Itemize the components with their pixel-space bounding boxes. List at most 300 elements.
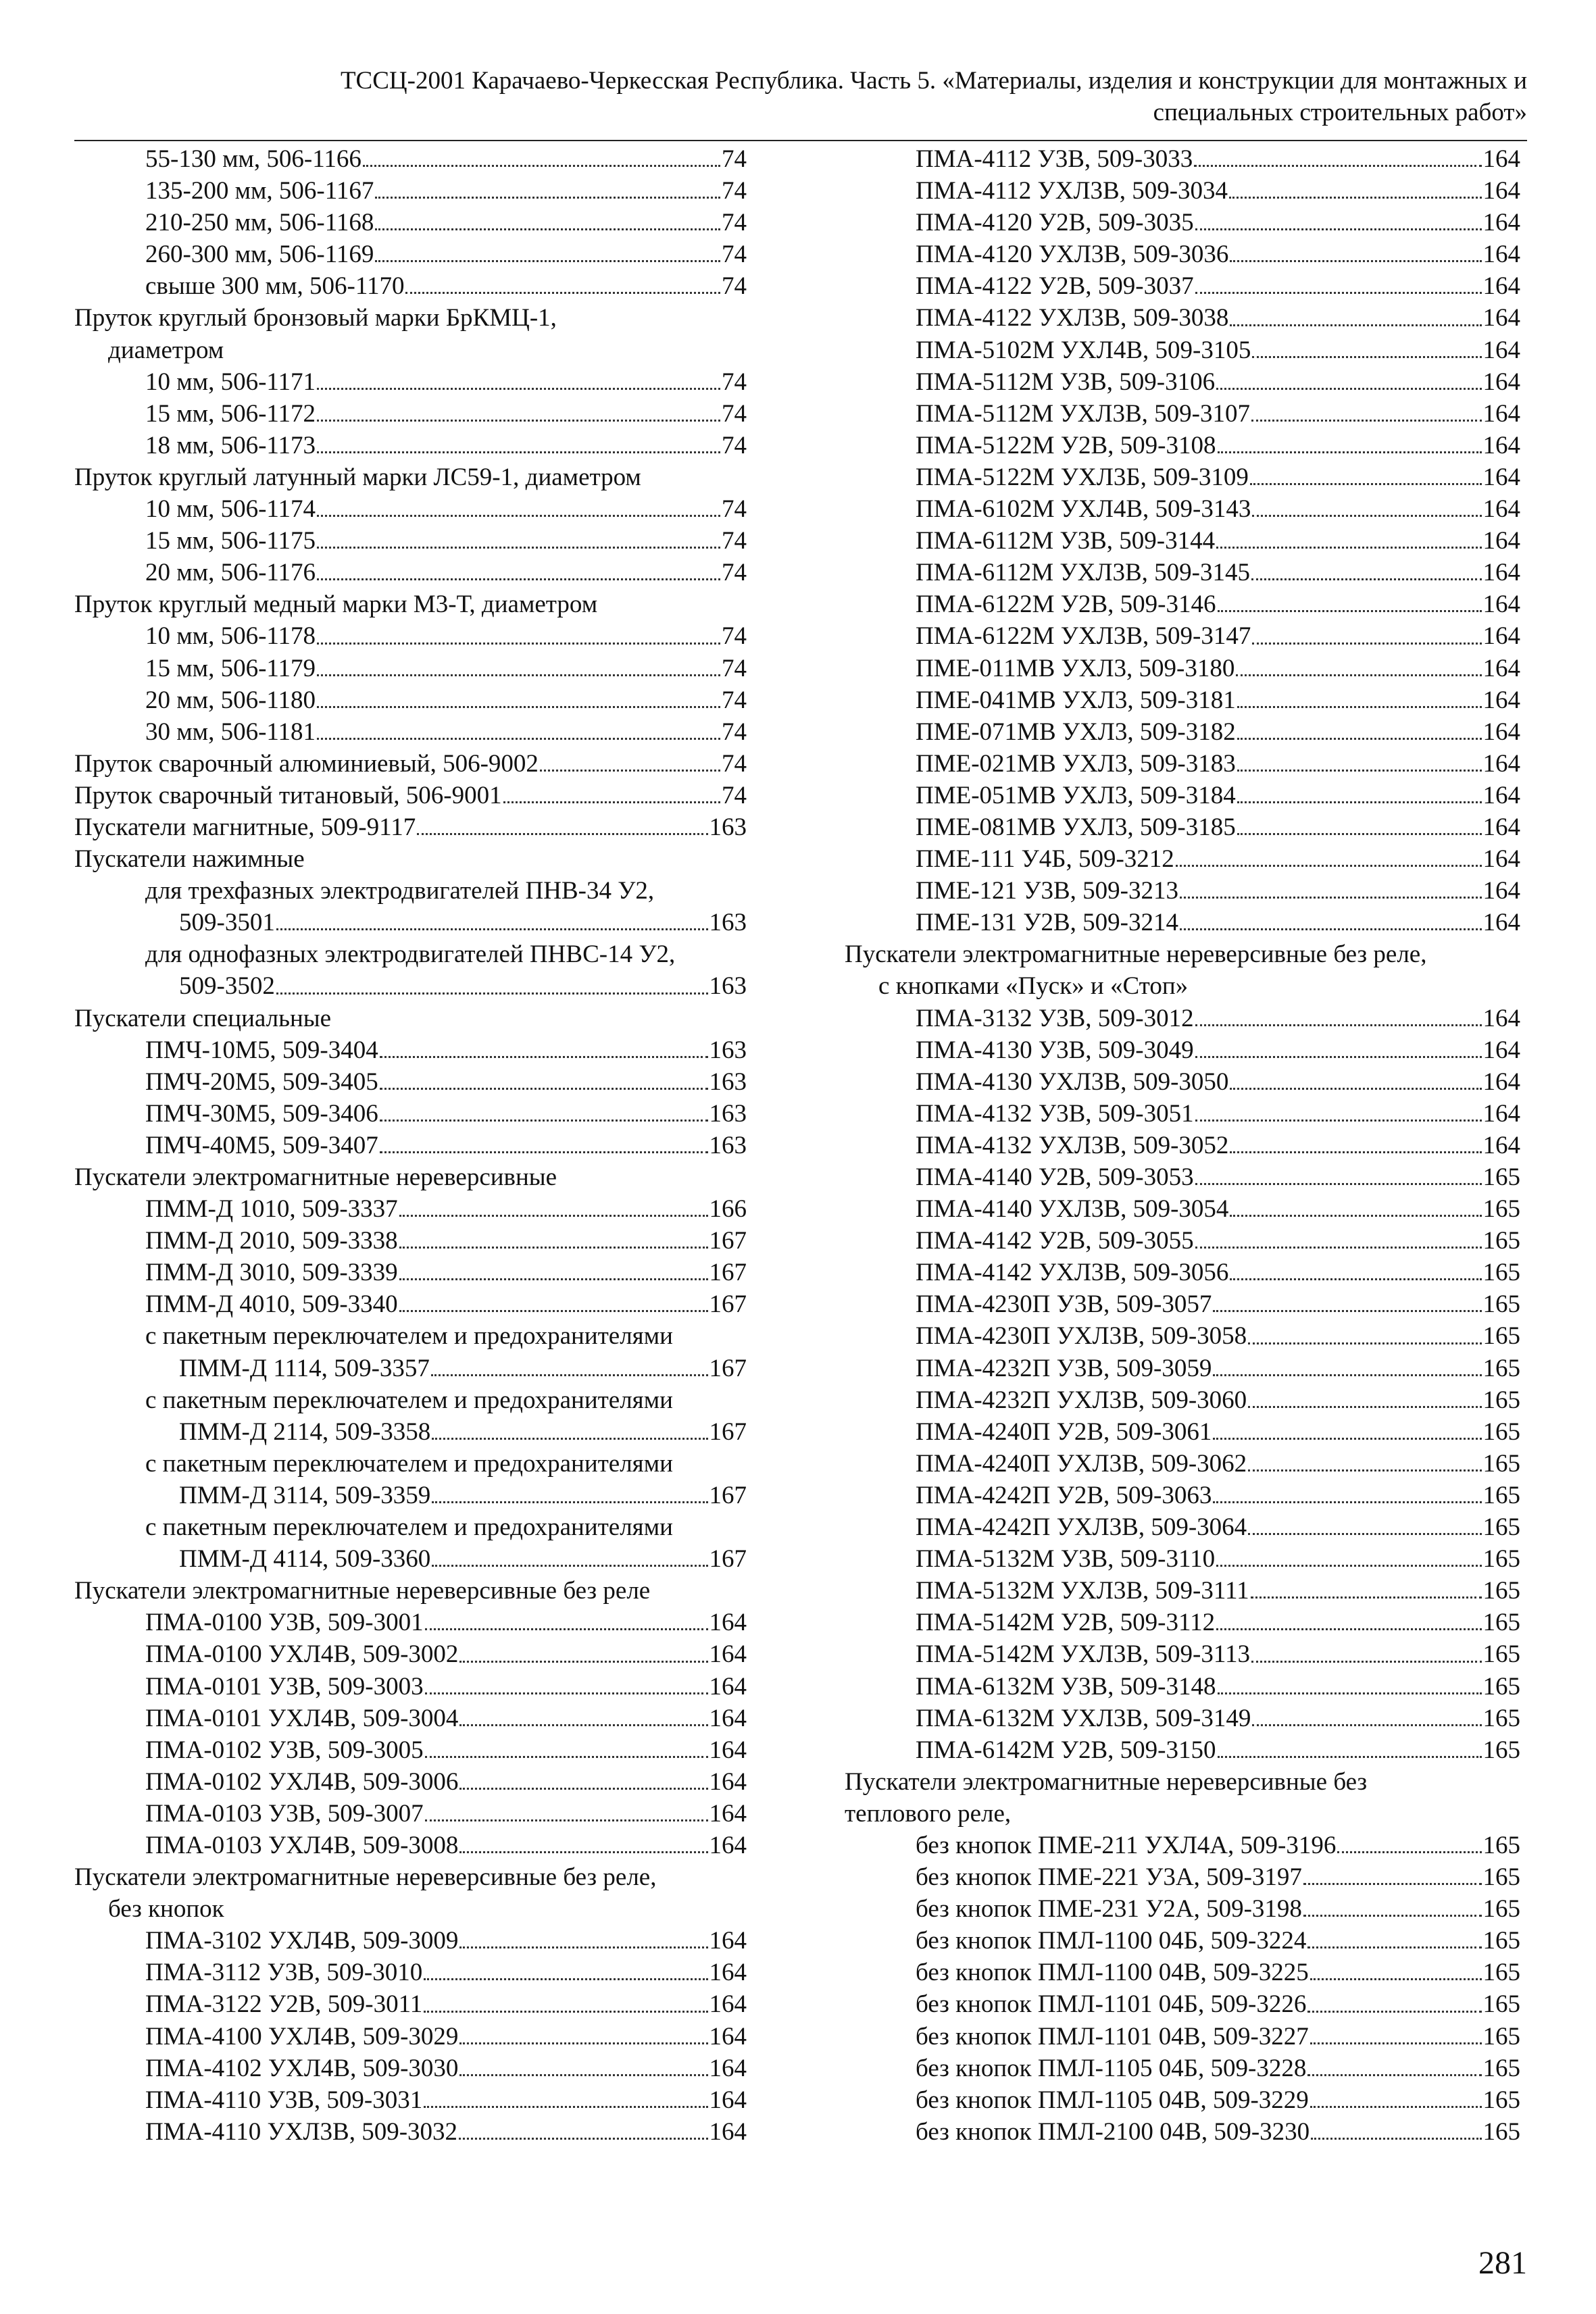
index-entry-text: ПМА-0101 У3В, 509-3003 (145, 1672, 424, 1701)
index-entry-text: Пруток сварочный алюминиевый, 506-9002 (74, 749, 539, 778)
index-entry-text: без кнопок (108, 1895, 224, 1923)
dot-leader (1213, 1469, 1481, 1503)
dot-leader (425, 1788, 708, 1821)
dot-leader (1218, 1661, 1482, 1694)
index-entry (845, 907, 1520, 938)
index-entry-page: 165 (1482, 1704, 1520, 1732)
index-entry-text: без кнопок ПМЕ-211 УХЛ4А, 509-3196 (916, 1831, 1337, 1859)
index-entry (74, 2116, 747, 2148)
index-entry-text: ПМА-4130 УХЛ3В, 509-3050 (916, 1067, 1229, 1096)
index-entry-page: 164 (709, 1831, 747, 1859)
index-entry-page: 165 (1482, 1640, 1520, 1669)
index-entry-page: 165 (1482, 1736, 1520, 1764)
index-entry-page: 74 (722, 368, 747, 396)
index-entry-page: 163 (709, 1131, 747, 1159)
dot-leader (1218, 1724, 1482, 1758)
dot-leader (380, 1056, 708, 1090)
index-entry-page: 164 (1482, 622, 1520, 651)
index-entry-page: 163 (709, 909, 747, 937)
index-entry-text: без кнопок ПМЕ-231 У2А, 509-3198 (916, 1895, 1302, 1923)
index-entry-text: ПМА-3122 У2В, 509-3011 (145, 1990, 423, 2019)
index-entry-page: 74 (722, 527, 747, 555)
running-header-line-1: ТССЦ-2001 Карачаево-Черкесская Республика. Часть 5. «Материалы, изделия и конструкции для монтажных и (340, 67, 1527, 95)
index-entry-text: Пруток круглый бронзовый марки БрКМЦ-1, (74, 304, 557, 332)
index-entry-text: ПМА-5142М У2В, 509-3112 (916, 1609, 1216, 1637)
index-entry-text: 55-130 мм, 506-1166 (145, 145, 361, 173)
index-entry-text: ПМА-4140 У2В, 509-3053 (916, 1163, 1194, 1191)
index-entry-text: ПМА-5142М УХЛ3В, 509-3113 (916, 1640, 1250, 1669)
index-entry-page: 165 (1482, 1481, 1520, 1509)
dot-leader (459, 2106, 707, 2140)
index-entry-page: 74 (722, 495, 747, 524)
index-entry-text: ПМА-0102 УХЛ4В, 509-3006 (145, 1767, 459, 1796)
index-entry-page: 164 (1482, 272, 1520, 301)
index-entry-page: 164 (1482, 209, 1520, 237)
index-entry-page: 164 (1482, 686, 1520, 714)
index-entry-page: 165 (1482, 1513, 1520, 1542)
dot-leader (1180, 897, 1482, 930)
dot-leader (459, 1629, 707, 1663)
index-entry-page: 74 (722, 686, 747, 714)
index-entry (74, 1416, 747, 1448)
index-entry-text: с пакетным переключателем и предохранителями (145, 1513, 673, 1542)
dot-leader (431, 1342, 708, 1376)
index-entry-page: 164 (1482, 145, 1520, 173)
index-entry-text: ПМА-5132М УХЛ3В, 509-3111 (916, 1577, 1249, 1605)
index-entry-page: 165 (1482, 1449, 1520, 1478)
index-entry-text: ПММ-Д 4010, 509-3340 (145, 1290, 398, 1319)
index-entry-text: ПМА-5122М У2В, 509-3108 (916, 431, 1216, 459)
dot-leader (1248, 1501, 1481, 1535)
index-entry-text: ПМЧ-20М5, 509-3405 (145, 1067, 378, 1096)
dot-leader (424, 1979, 707, 2013)
index-entry-text: ПММ-Д 1010, 509-3337 (145, 1195, 398, 1224)
index-entry-page: 164 (709, 2086, 747, 2114)
index-entry-page: 74 (722, 431, 747, 459)
index-entry-text: ПМЕ-121 У3В, 509-3213 (916, 877, 1178, 905)
index-entry-page: 164 (709, 2054, 747, 2082)
index-entry-text: ПМА-6132М У3В, 509-3148 (916, 1672, 1216, 1701)
index-entry-page: 164 (709, 2117, 747, 2146)
index-entry-page: 165 (1482, 1227, 1520, 1255)
index-entry-text: для трехфазных электродвигателей ПНВ-34 У2, (145, 877, 655, 905)
index-entry-page: 164 (1482, 813, 1520, 841)
index-entry-text: ПМА-4142 УХЛ3В, 509-3056 (916, 1259, 1229, 1287)
dot-leader (1195, 1151, 1482, 1185)
index-entry-text: Пруток круглый медный марки М3-Т, диаметром (74, 590, 598, 619)
dot-leader (276, 897, 708, 930)
index-entry-page: 164 (1482, 845, 1520, 874)
index-entry-page: 164 (1482, 495, 1520, 524)
index-entry-text: 135-200 мм, 506-1167 (145, 177, 374, 205)
index-entry-page: 164 (1482, 1131, 1520, 1159)
page-number: 281 (1478, 2245, 1527, 2281)
index-entry-page: 165 (1482, 1990, 1520, 2019)
index-entry-text: без кнопок ПМЕ-221 У3А, 509-3197 (916, 1863, 1302, 1892)
index-entry-text: с пакетным переключателем и предохранителями (145, 1449, 673, 1478)
index-entry-text: ПМА-4110 У3В, 509-3031 (145, 2086, 423, 2114)
dot-leader (317, 420, 720, 453)
index-entry (74, 1543, 747, 1575)
dot-leader (1251, 1565, 1482, 1599)
index-entry-page: 165 (1482, 1545, 1520, 1574)
dot-leader (1213, 1342, 1481, 1376)
dot-leader (1251, 388, 1482, 422)
index-entry-page: 165 (1482, 2117, 1520, 2146)
index-entry-text: ПМА-5132М У3В, 509-3110 (916, 1545, 1216, 1574)
index-entry-page: 164 (1482, 654, 1520, 682)
dot-leader (1218, 578, 1482, 612)
index-entry-text: 10 мм, 506-1178 (145, 622, 316, 651)
index-entry-page: 164 (1482, 1036, 1520, 1064)
dot-leader (399, 1247, 708, 1280)
dot-leader (459, 2011, 707, 2044)
dot-leader (417, 801, 707, 835)
index-entry-page: 165 (1482, 2022, 1520, 2051)
index-entry-page: 74 (722, 559, 747, 587)
index-entry-text: ПМЕ-111 У4Б, 509-3212 (916, 845, 1174, 874)
index-entry-page: 164 (709, 1959, 747, 1987)
dot-leader (1176, 833, 1482, 867)
index-entry-text: ПМЕ-021МВ УХЛ3, 509-3183 (916, 749, 1236, 778)
index-entry (74, 970, 747, 1002)
index-entry-text: ПМА-5112М У3В, 509-3106 (916, 368, 1216, 396)
index-entry-page: 164 (709, 1736, 747, 1764)
dot-leader (380, 1024, 708, 1058)
index-heading (845, 1766, 1520, 1798)
index-entry-page: 163 (709, 1036, 747, 1064)
index-entry-text: ПМЕ-131 У2В, 509-3214 (916, 909, 1178, 937)
dot-leader (425, 1661, 708, 1694)
dot-leader (1310, 1946, 1482, 1980)
index-entry-text: ПМА-4242П У2В, 509-3063 (916, 1481, 1212, 1509)
dot-leader (459, 1915, 707, 1948)
index-entry-page: 164 (1482, 177, 1520, 205)
running-header-line-2: специальных строительных работ» (1153, 99, 1527, 126)
dot-leader (1310, 2011, 1482, 2044)
dot-leader (1307, 1915, 1481, 1948)
dot-leader (1213, 1406, 1481, 1440)
index-entry-page: 163 (709, 813, 747, 841)
index-entry-text: ПММ-Д 1114, 509-3357 (179, 1354, 430, 1382)
dot-leader (1237, 801, 1482, 835)
index-entry-text: ПМА-4122 УХЛ3В, 509-3038 (916, 304, 1229, 332)
index-entry-text: Пускатели электромагнитные нереверсивные без реле (74, 1577, 651, 1605)
index-entry-page: 164 (1482, 336, 1520, 364)
index-entry-page: 165 (1482, 1290, 1520, 1319)
index-entry-text: ПМА-6122М УХЛ3В, 509-3147 (916, 622, 1251, 651)
index-entry-text: без кнопок ПМЛ-1101 04Б, 509-3226 (916, 1990, 1307, 2019)
index-entry-text: с пакетным переключателем и предохранителями (145, 1322, 673, 1351)
dot-leader (1307, 2042, 1481, 2076)
index-entry-page: 74 (722, 749, 747, 778)
dot-leader (375, 165, 720, 199)
dot-leader (459, 2042, 707, 2076)
index-entry-text: 15 мм, 506-1172 (145, 399, 316, 428)
dot-leader (432, 1406, 707, 1440)
dot-leader (1229, 165, 1481, 199)
index-entry-text: ПММ-Д 2114, 509-3358 (179, 1417, 431, 1446)
index-entry-page: 164 (1482, 431, 1520, 459)
index-entry-page: 164 (1482, 909, 1520, 937)
index-entry-page: 164 (709, 1609, 747, 1637)
index-entry-page: 165 (1482, 1259, 1520, 1287)
dot-leader (380, 1120, 708, 1153)
dot-leader (1248, 1374, 1481, 1408)
index-entry-page: 164 (1482, 527, 1520, 555)
index-entry-page: 167 (709, 1354, 747, 1382)
running-header (74, 65, 1527, 128)
index-entry-text: Пускатели нажимные (74, 845, 305, 874)
dot-leader (1252, 324, 1481, 358)
index-entry-text: без кнопок ПМЛ-1105 04В, 509-3229 (916, 2086, 1309, 2114)
index-entry-page: 165 (1482, 1417, 1520, 1446)
index-entry-page: 74 (722, 272, 747, 301)
index-entry-text: 10 мм, 506-1171 (145, 368, 316, 396)
index-entry-text: ПМА-5122М УХЛ3Б, 509-3109 (916, 463, 1249, 491)
index-heading (74, 1861, 747, 1893)
index-entry-text: Пускатели электромагнитные нереверсивные без реле, (845, 940, 1427, 969)
dot-leader (363, 133, 720, 167)
index-entry-page: 164 (1482, 781, 1520, 809)
index-entry-page: 165 (1482, 1672, 1520, 1701)
index-heading (845, 938, 1520, 970)
index-entry-text: ПМЕ-011МВ УХЛ3, 509-3180 (916, 654, 1235, 682)
dot-leader (1252, 611, 1481, 645)
dot-leader (1251, 547, 1482, 580)
index-entry-text: для однофазных электродвигателей ПНВС-14 У2, (145, 940, 676, 969)
dot-leader (1237, 706, 1482, 740)
dot-leader (1303, 1883, 1482, 1917)
index-entry-page: 74 (722, 241, 747, 269)
index-entry-page: 164 (1482, 877, 1520, 905)
dot-leader (1248, 1311, 1481, 1344)
index-entry (74, 1353, 747, 1384)
dot-leader (317, 611, 720, 645)
dot-leader (1195, 1215, 1482, 1249)
dot-leader (1237, 738, 1482, 772)
index-entry-page: 164 (1482, 1067, 1520, 1096)
index-entry-text: без кнопок ПМЛ-1100 04Б, 509-3224 (916, 1927, 1307, 1955)
dot-leader (399, 1278, 708, 1312)
index-entry-text: ПМА-4132 УХЛ3В, 509-3052 (916, 1131, 1229, 1159)
index-entry-text: ПМА-4242П УХЛ3В, 509-3064 (916, 1513, 1247, 1542)
index-entry-page: 165 (1482, 1163, 1520, 1191)
dot-leader (375, 197, 720, 230)
dot-leader (317, 483, 720, 517)
dot-leader (1216, 1596, 1481, 1630)
index-entry-page: 165 (1482, 1895, 1520, 1923)
index-entry (845, 2116, 1520, 2148)
dot-leader (1180, 865, 1482, 899)
index-entry-page: 165 (1482, 1609, 1520, 1637)
index-entry-page: 163 (709, 972, 747, 1001)
index-entry-page: 164 (1482, 368, 1520, 396)
dot-leader (1310, 2074, 1482, 2108)
index-entry-text: ПМА-4230П У3В, 509-3057 (916, 1290, 1212, 1319)
index-entry-page: 167 (709, 1545, 747, 1574)
dot-leader (1230, 1247, 1481, 1280)
dot-leader (1230, 293, 1481, 326)
index-entry-page: 164 (1482, 718, 1520, 746)
index-entry-text: 20 мм, 506-1176 (145, 559, 316, 587)
index-entry-text: ПМА-3132 У3В, 509-3012 (916, 1004, 1194, 1032)
index-entry-page: 74 (722, 209, 747, 237)
index-entry-text: ПММ-Д 3010, 509-3339 (145, 1259, 398, 1287)
index-entry-text: 260-300 мм, 506-1169 (145, 241, 374, 269)
index-entry-page: 167 (709, 1259, 747, 1287)
index-entry-page: 165 (1482, 1195, 1520, 1224)
dot-leader (317, 356, 720, 390)
index-entry-page: 74 (722, 622, 747, 651)
index-entry-text: 509-3501 (179, 909, 275, 937)
index-entry-text: без кнопок ПМЛ-1105 04Б, 509-3228 (916, 2054, 1307, 2082)
index-entry-text: 18 мм, 506-1173 (145, 431, 316, 459)
index-entry-page: 74 (722, 781, 747, 809)
index-entry-page: 164 (709, 1767, 747, 1796)
dot-leader (317, 674, 720, 708)
index-entry-text: ПМА-4120 УХЛ3В, 509-3036 (916, 241, 1229, 269)
index-entry-text: 30 мм, 506-1181 (145, 718, 316, 746)
index-entry-page: 167 (709, 1417, 747, 1446)
index-entry-text: ПМА-0100 У3В, 509-3001 (145, 1609, 424, 1637)
index-entry-text: ПМА-4112 У3В, 509-3033 (916, 145, 1193, 173)
dot-leader (1195, 197, 1482, 230)
dot-leader (317, 515, 720, 549)
dot-leader (1237, 674, 1482, 708)
index-entry (74, 430, 747, 461)
index-entry-text: без кнопок ПМЛ-2100 04В, 509-3230 (916, 2117, 1310, 2146)
index-entry-page: 167 (709, 1290, 747, 1319)
dot-leader (1250, 451, 1482, 485)
index-entry-text: ПМА-4100 УХЛ4В, 509-3029 (145, 2022, 459, 2051)
index-entry (74, 907, 747, 938)
dot-leader (405, 260, 720, 294)
index-entry-text: ПМА-4140 УХЛ3В, 509-3054 (916, 1195, 1229, 1224)
index-entry-text: ПМА-4230П УХЛ3В, 509-3058 (916, 1322, 1247, 1351)
index-entry-text: ПМА-6142М У2В, 509-3150 (916, 1736, 1216, 1764)
index-entry (74, 1130, 747, 1161)
index-entry-text: ПМА-5112М УХЛ3В, 509-3107 (916, 399, 1250, 428)
dot-leader (317, 643, 720, 676)
dot-leader (459, 1692, 707, 1726)
index-entry-text: ПМА-4102 УХЛ4В, 509-3030 (145, 2054, 459, 2082)
index-entry-text: ПМА-0103 УХЛ4В, 509-3008 (145, 1831, 459, 1859)
index-entry-text: ПММ-Д 3114, 509-3359 (179, 1481, 431, 1509)
index-entry-text: ПМА-4142 У2В, 509-3055 (916, 1227, 1194, 1255)
index-heading (74, 302, 747, 334)
dot-leader (1303, 1851, 1482, 1885)
index-entry-text: ПМА-4120 У2В, 509-3035 (916, 209, 1194, 237)
index-entry-page: 74 (722, 145, 747, 173)
index-entry-text: ПМЕ-041МВ УХЛ3, 509-3181 (916, 686, 1236, 714)
dot-leader (1218, 420, 1482, 453)
index-entry (74, 270, 747, 302)
index-entry-text: ПМА-0102 У3В, 509-3005 (145, 1736, 424, 1764)
index-entry-text: ПМА-4232П У3В, 509-3059 (916, 1354, 1212, 1382)
dot-leader (1195, 1088, 1482, 1122)
index-entry-text: ПМА-0103 У3В, 509-3007 (145, 1799, 424, 1828)
index-entry-page: 164 (709, 1704, 747, 1732)
index-entry-page: 164 (709, 1640, 747, 1669)
dot-leader (1337, 1819, 1481, 1853)
index-entry-page: 164 (709, 1672, 747, 1701)
dot-leader (459, 1756, 707, 1790)
index-entry-page: 167 (709, 1481, 747, 1509)
index-entry-page: 74 (722, 399, 747, 428)
index-entry (74, 557, 747, 588)
index-entry-page: 164 (1482, 1004, 1520, 1032)
dot-leader (1311, 2106, 1481, 2140)
index-entry-text: ПМА-5102М УХЛ4В, 509-3105 (916, 336, 1251, 364)
index-entry-text: ПМЕ-081МВ УХЛ3, 509-3185 (916, 813, 1236, 841)
index-entry-text: ПМА-6132М УХЛ3В, 509-3149 (916, 1704, 1251, 1732)
index-entry-text: без кнопок ПМЛ-1100 04В, 509-3225 (916, 1959, 1309, 1987)
dot-leader (459, 1819, 707, 1853)
dot-leader (1195, 260, 1482, 294)
index-entry-text: с пакетным переключателем и предохранителями (145, 1386, 673, 1414)
index-entry-page: 164 (709, 1927, 747, 1955)
index-entry-text: ПММ-Д 2010, 509-3338 (145, 1227, 398, 1255)
dot-leader (317, 547, 720, 580)
dot-leader (1230, 1120, 1481, 1153)
index-entry (74, 1288, 747, 1320)
index-entry-text: Пускатели электромагнитные нереверсивные без реле, (74, 1863, 657, 1892)
index-entry-text: 15 мм, 506-1179 (145, 654, 316, 682)
index-entry-text: 509-3502 (179, 972, 275, 1001)
index-entry-page: 164 (709, 1799, 747, 1828)
index-column-left (74, 143, 747, 2148)
index-entry-text: 20 мм, 506-1180 (145, 686, 316, 714)
index-heading (74, 843, 747, 875)
index-entry-page: 74 (722, 718, 747, 746)
index-column-right (845, 143, 1520, 2148)
index-entry-page: 163 (709, 1099, 747, 1128)
index-entry-page: 164 (1482, 399, 1520, 428)
index-entry (74, 811, 747, 843)
dot-leader (1195, 1024, 1482, 1058)
dot-leader (432, 1469, 707, 1503)
index-entry-page: 167 (709, 1227, 747, 1255)
index-entry-text: свыше 300 мм, 506-1170 (145, 272, 405, 301)
index-entry-text: ПМА-3112 У3В, 509-3010 (145, 1959, 423, 1987)
dot-leader (540, 738, 720, 772)
index-entry (74, 1830, 747, 1861)
dot-leader (1216, 356, 1481, 390)
index-entry-page: 164 (1482, 559, 1520, 587)
index-entry-page: 165 (1482, 2054, 1520, 2082)
index-entry-text: Пускатели специальные (74, 1004, 332, 1032)
dot-leader (1230, 1056, 1481, 1090)
index-entry-page: 163 (709, 1067, 747, 1096)
index-entry-text: ПМА-4122 У2В, 509-3037 (916, 272, 1194, 301)
dot-leader (399, 1215, 708, 1249)
index-entry-text: ПМЧ-10М5, 509-3404 (145, 1036, 378, 1064)
index-entry-text: 210-250 мм, 506-1168 (145, 209, 374, 237)
index-entry-text: ПМА-4132 У3В, 509-3051 (916, 1099, 1194, 1128)
dot-leader (375, 228, 720, 262)
index-entry-text: ПМА-0101 УХЛ4В, 509-3004 (145, 1704, 459, 1732)
dot-leader (1213, 1278, 1481, 1312)
dot-leader (1237, 770, 1482, 803)
index-entry-page: 164 (1482, 304, 1520, 332)
index-entry-text: ПМЕ-051МВ УХЛ3, 509-3184 (916, 781, 1236, 809)
index-entry (74, 1480, 747, 1511)
index-entry-text: теплового реле, (845, 1799, 1012, 1828)
index-entry-page: 164 (1482, 749, 1520, 778)
dot-leader (1195, 992, 1482, 1026)
index-entry-text: ПМА-4240П УХЛ3В, 509-3062 (916, 1449, 1247, 1478)
